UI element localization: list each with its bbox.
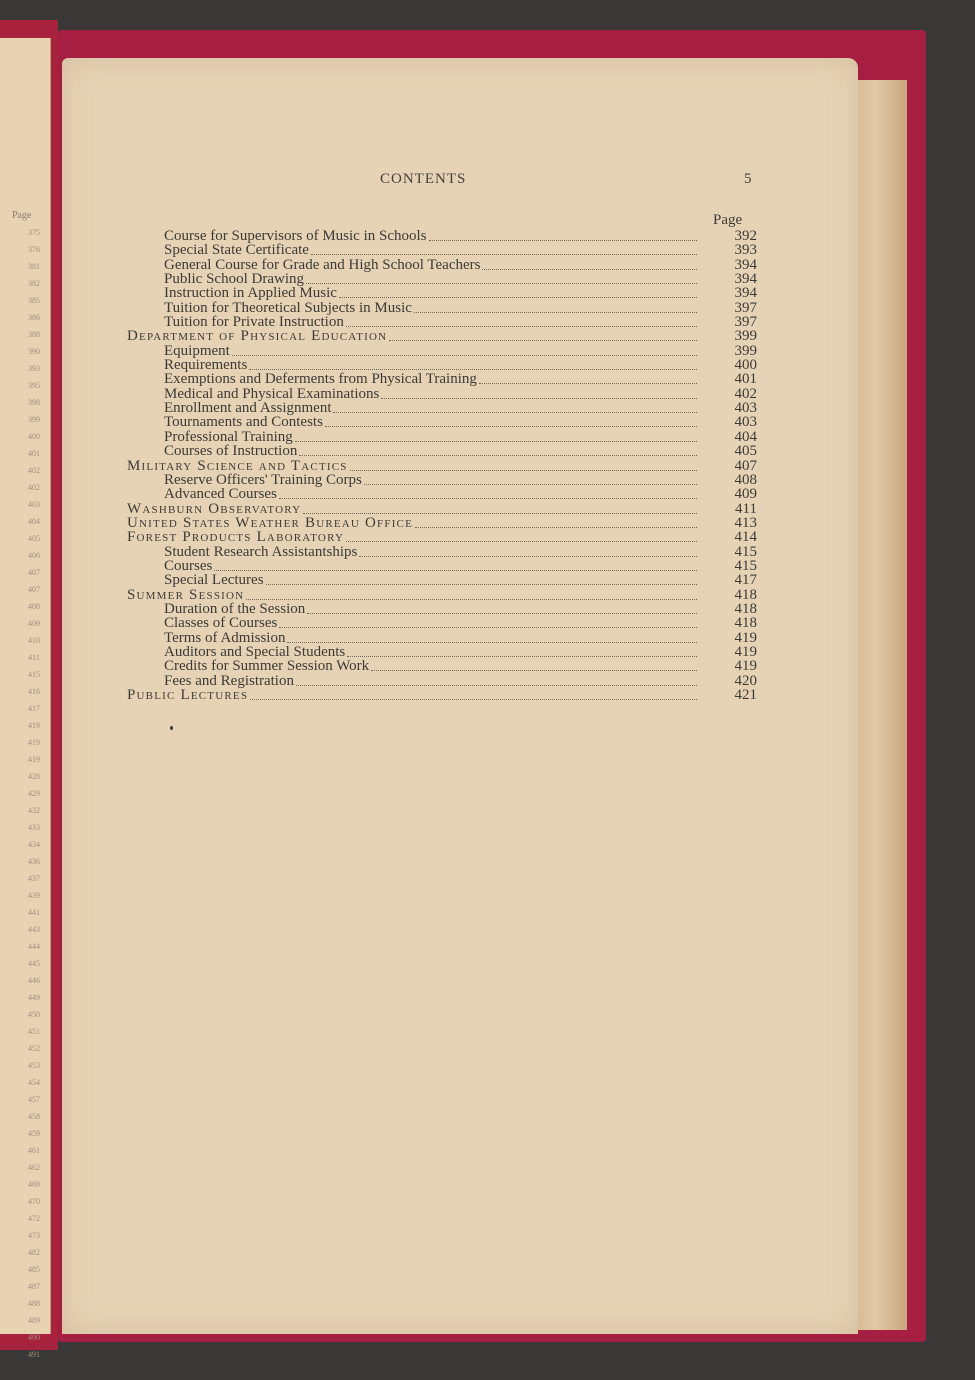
left-page-number: 410	[28, 636, 40, 645]
left-page-number: 386	[28, 313, 40, 322]
dot-leader	[346, 539, 697, 542]
toc-entry	[127, 430, 757, 444]
left-page-number: 482	[28, 1248, 40, 1257]
dot-leader	[299, 453, 697, 456]
toc-entry	[127, 545, 757, 559]
left-page-number: 403	[28, 500, 40, 509]
toc-entry	[127, 444, 757, 458]
toc-entry	[127, 559, 757, 573]
toc-entry	[127, 315, 757, 329]
toc-entry-page: 393	[734, 242, 757, 259]
toc-entry-title: Fees and Registration	[164, 672, 294, 689]
left-page-number: 472	[28, 1214, 40, 1223]
left-page-number: 434	[28, 840, 40, 849]
left-page-number: 428	[28, 772, 40, 781]
left-page-number: 461	[28, 1146, 40, 1155]
left-page-number: 405	[28, 534, 40, 543]
dot-leader	[279, 496, 697, 499]
toc-entry	[127, 258, 757, 272]
left-page-number: 489	[28, 1316, 40, 1325]
left-page-number: 409	[28, 619, 40, 628]
dot-leader	[346, 324, 697, 327]
left-page-number: 429	[28, 789, 40, 798]
left-page-number: 375	[28, 228, 40, 237]
toc-entry	[127, 301, 757, 315]
toc-entry-page: 420	[734, 672, 757, 689]
left-page-number: 408	[28, 602, 40, 611]
left-page-number: 398	[28, 398, 40, 407]
left-page-number: 416	[28, 687, 40, 696]
toc-entry-title: Tuition for Theoretical Subjects in Music	[164, 299, 412, 316]
left-page-number: 454	[28, 1078, 40, 1087]
toc-entry	[127, 602, 757, 616]
left-page-number: 437	[28, 874, 40, 883]
toc-entry-page: 411	[735, 500, 757, 517]
left-page-number: 490	[28, 1333, 40, 1342]
left-page-number: 432	[28, 806, 40, 815]
toc-entry-title: Special State Certificate	[164, 242, 309, 259]
toc-entry-page: 404	[734, 428, 757, 445]
dot-leader	[415, 525, 697, 528]
toc-entry	[127, 272, 757, 286]
dot-leader	[303, 511, 697, 514]
left-page-number: 399	[28, 415, 40, 424]
toc-entry	[127, 344, 757, 358]
toc-entry-page: 399	[734, 342, 757, 359]
left-page-number: 491	[28, 1350, 40, 1359]
toc-entry-title: Special Lectures	[164, 572, 264, 589]
left-page-number: 402	[28, 466, 40, 475]
dot-leader	[389, 338, 697, 341]
toc-entry-page: 409	[734, 486, 757, 503]
dot-leader	[307, 611, 697, 614]
left-page-number: 385	[28, 296, 40, 305]
left-page-number: 393	[28, 364, 40, 373]
toc-entry-title: Courses of Instruction	[164, 443, 298, 460]
left-page-number: 439	[28, 891, 40, 900]
dot-leader	[266, 582, 697, 585]
page-number: 5	[744, 171, 752, 187]
toc-entry-title: Student Research Assistantships	[164, 543, 358, 560]
toc-entry	[127, 358, 757, 372]
running-head: CONTENTS	[380, 171, 467, 187]
left-page-number: 457	[28, 1095, 40, 1104]
left-page-number: 458	[28, 1112, 40, 1121]
toc-entry-page: 415	[734, 557, 757, 574]
toc-entry-page: 397	[734, 314, 757, 331]
toc-entry-title: Course for Supervisors of Music in Schools	[164, 228, 427, 244]
toc-section-entry	[127, 502, 757, 516]
left-page-number: 462	[28, 1163, 40, 1172]
toc-entry	[127, 645, 757, 659]
toc-entry-title: Reserve Officers' Training Corps	[164, 471, 362, 488]
left-page-number: 452	[28, 1044, 40, 1053]
toc-section-entry	[127, 588, 757, 602]
toc-entry-page: 414	[734, 529, 757, 546]
toc-entry	[127, 401, 757, 415]
toc-entry-title: Advanced Courses	[164, 486, 277, 503]
toc-entry-title: Department of Physical Education	[127, 328, 388, 345]
toc-entry	[127, 286, 757, 300]
left-page-number: 469	[28, 1180, 40, 1189]
toc-entry-page: 401	[734, 371, 757, 388]
left-page-number: 395	[28, 381, 40, 390]
toc-entry-page: 394	[734, 256, 757, 273]
toc-entry-title: Forest Products Laboratory	[127, 529, 345, 546]
toc-entry	[127, 659, 757, 673]
toc-entry-page: 397	[734, 299, 757, 316]
toc-section-entry	[127, 530, 757, 544]
toc-entry	[127, 487, 757, 501]
left-page-number: 433	[28, 823, 40, 832]
dot-leader	[381, 396, 697, 399]
left-page-number: 444	[28, 942, 40, 951]
toc-entry-page: 394	[734, 271, 757, 288]
toc-entry	[127, 229, 757, 243]
toc-entry-title: Credits for Summer Session Work	[164, 658, 370, 675]
left-page-number: 402	[28, 483, 40, 492]
toc-section-entry	[127, 459, 757, 473]
left-page-number: 453	[28, 1061, 40, 1070]
toc-entry-title: Professional Training	[164, 428, 293, 445]
left-page-number: 436	[28, 857, 40, 866]
toc-entry-page: 399	[734, 328, 757, 345]
dot-leader	[306, 281, 697, 284]
left-page-edge	[0, 38, 51, 1359]
toc-entry-title: Summer Session	[127, 586, 245, 603]
toc-entry-page: 418	[734, 615, 757, 632]
toc-entry-page: 400	[734, 357, 757, 374]
toc-entry-page: 418	[734, 600, 757, 617]
dot-leader	[350, 468, 697, 471]
ink-speck	[170, 726, 173, 730]
left-page-number: 407	[28, 568, 40, 577]
toc-entry-page: 405	[734, 443, 757, 460]
toc-entry-page: 417	[734, 572, 757, 589]
dot-leader	[333, 410, 697, 413]
toc-entry	[127, 616, 757, 630]
toc-entry-title: Washburn Observatory	[127, 500, 302, 517]
toc-entry-page: 418	[734, 586, 757, 603]
toc-entry-title: Classes of Courses	[164, 615, 278, 632]
left-page-number: 388	[28, 330, 40, 339]
toc-entry	[127, 243, 757, 257]
left-page-number: 450	[28, 1010, 40, 1019]
dot-leader	[347, 654, 697, 657]
dot-leader	[359, 554, 697, 557]
left-page-number: 441	[28, 908, 40, 917]
toc-entry	[127, 631, 757, 645]
toc-entry-title: Tuition for Private Instruction	[164, 314, 344, 331]
toc-entry-title: Duration of the Session	[164, 600, 306, 617]
dot-leader	[429, 238, 697, 241]
page-column-label: Page	[713, 212, 743, 228]
left-page-number: 459	[28, 1129, 40, 1138]
toc-entry-page: 402	[734, 385, 757, 402]
toc-entry-title: United States Weather Bureau Office	[127, 514, 414, 531]
left-page-number: 390	[28, 347, 40, 356]
toc-entry-title: Exemptions and Deferments from Physical Training	[164, 371, 477, 388]
toc-entry-page: 392	[734, 228, 757, 244]
toc-entry-title: Terms of Admission	[164, 629, 286, 646]
left-page-number: 451	[28, 1027, 40, 1036]
dot-leader	[414, 310, 697, 313]
toc-entry-title: Courses	[164, 557, 213, 574]
toc-entry-title: Equipment	[164, 342, 230, 359]
dot-leader	[279, 625, 697, 628]
dot-leader	[246, 597, 697, 600]
left-page-number: 415	[28, 670, 40, 679]
left-page-number: 417	[28, 704, 40, 713]
left-page-number: 382	[28, 279, 40, 288]
left-page-number: 488	[28, 1299, 40, 1308]
left-page-number: 419	[28, 738, 40, 747]
toc-entry-title: Public School Drawing	[164, 271, 304, 288]
dot-leader	[296, 683, 697, 686]
toc-entry	[127, 415, 757, 429]
left-page-number: 419	[28, 755, 40, 764]
toc-entry	[127, 674, 757, 688]
left-page-number: 376	[28, 245, 40, 254]
toc-entry-title: Public Lectures	[127, 687, 249, 703]
toc-entry	[127, 372, 757, 386]
dot-leader	[364, 482, 697, 485]
dot-leader	[250, 697, 697, 700]
left-page-number: 407	[28, 585, 40, 594]
toc-entry-title: Requirements	[164, 357, 248, 374]
left-page-number: 470	[28, 1197, 40, 1206]
left-page-numbers	[20, 228, 48, 1367]
dot-leader	[482, 267, 697, 270]
toc-entry-page: 419	[734, 629, 757, 646]
toc-entry-page: 421	[734, 687, 757, 703]
left-page-number: 406	[28, 551, 40, 560]
toc-entry-title: Medical and Physical Examinations	[164, 385, 380, 402]
dot-leader	[287, 640, 697, 643]
toc-entry-title: General Course for Grade and High School Teachers	[164, 256, 481, 273]
left-page-number: 473	[28, 1231, 40, 1240]
left-page-number: 411	[28, 653, 40, 662]
left-page-fragment: Page	[12, 209, 32, 222]
left-page-number: 401	[28, 449, 40, 458]
toc-entry-page: 413	[734, 514, 757, 531]
left-page-number: 381	[28, 262, 40, 271]
toc-entry-page: 419	[734, 658, 757, 675]
left-page-number: 443	[28, 925, 40, 934]
table-of-contents	[127, 229, 757, 702]
toc-entry-page: 408	[734, 471, 757, 488]
toc-entry-page: 394	[734, 285, 757, 302]
dot-leader	[295, 439, 697, 442]
toc-entry	[127, 473, 757, 487]
toc-entry-page: 407	[734, 457, 757, 474]
dot-leader	[232, 353, 697, 356]
toc-entry-title: Auditors and Special Students	[164, 643, 346, 660]
left-page-number: 419	[28, 721, 40, 730]
toc-section-entry	[127, 688, 757, 702]
toc-entry-title: Military Science and Tactics	[127, 457, 348, 474]
toc-entry-title: Instruction in Applied Music	[164, 285, 337, 302]
dot-leader	[214, 568, 697, 571]
left-page-number: 487	[28, 1282, 40, 1291]
dot-leader	[325, 424, 697, 427]
toc-entry-page: 403	[734, 400, 757, 417]
toc-entry-page: 403	[734, 414, 757, 431]
left-page-number: 404	[28, 517, 40, 526]
dot-leader	[311, 252, 697, 255]
toc-entry-title: Tournaments and Contests	[164, 414, 323, 431]
dot-leader	[371, 668, 697, 671]
toc-section-entry	[127, 516, 757, 530]
toc-section-entry	[127, 329, 757, 343]
dot-leader	[479, 381, 697, 384]
dot-leader	[249, 367, 697, 370]
toc-entry-title: Enrollment and Assignment	[164, 400, 332, 417]
toc-entry	[127, 387, 757, 401]
left-page-number: 485	[28, 1265, 40, 1274]
left-page-number: 449	[28, 993, 40, 1002]
left-page-number: 400	[28, 432, 40, 441]
toc-entry	[127, 573, 757, 587]
dot-leader	[339, 295, 697, 298]
left-page-number: 445	[28, 959, 40, 968]
toc-entry-page: 419	[734, 643, 757, 660]
toc-entry-page: 415	[734, 543, 757, 560]
left-page-number: 446	[28, 976, 40, 985]
